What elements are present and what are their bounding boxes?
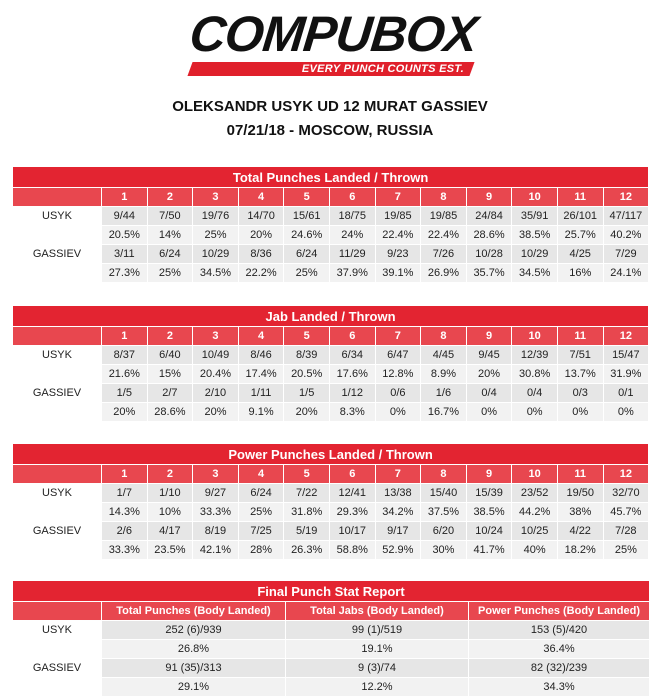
compubox-logo — [187, 6, 480, 89]
count-cell: 19/85 — [375, 207, 421, 226]
count-cell: 0/6 — [375, 384, 421, 403]
fighter-name: USYK — [13, 484, 102, 503]
round-header: 2 — [147, 188, 193, 207]
count-cell: 91 (35)/313 — [102, 659, 286, 678]
count-cell: 4/45 — [421, 346, 467, 365]
percent-cell: 33.3% — [102, 541, 148, 560]
round-header: 3 — [193, 188, 239, 207]
round-header: 9 — [466, 465, 512, 484]
count-cell: 7/22 — [284, 484, 330, 503]
count-cell: 19/85 — [421, 207, 467, 226]
percent-cell: 25% — [147, 264, 193, 283]
count-cell: 15/39 — [466, 484, 512, 503]
logo-wordmark: COMPUBOX — [187, 6, 480, 62]
percent-cell: 31.9% — [603, 365, 649, 384]
percent-cell: 40.2% — [603, 226, 649, 245]
percent-cell: 40% — [512, 541, 558, 560]
round-header: 2 — [147, 465, 193, 484]
fighter-name: GASSIEV — [13, 245, 102, 264]
round-header: 1 — [102, 327, 148, 346]
count-cell: 4/22 — [557, 522, 603, 541]
count-cell: 7/29 — [603, 245, 649, 264]
percent-cell: 0% — [512, 403, 558, 422]
count-cell: 1/11 — [238, 384, 284, 403]
percent-cell: 37.5% — [421, 503, 467, 522]
count-cell: 2/6 — [102, 522, 148, 541]
count-cell: 10/29 — [193, 245, 239, 264]
percent-cell: 10% — [147, 503, 193, 522]
count-cell: 8/37 — [102, 346, 148, 365]
count-cell: 15/47 — [603, 346, 649, 365]
count-cell: 9 (3)/74 — [286, 659, 469, 678]
column-header: Total Punches (Body Landed) — [102, 602, 286, 621]
count-cell: 2/10 — [193, 384, 239, 403]
count-cell: 23/52 — [512, 484, 558, 503]
percent-cell: 20% — [466, 365, 512, 384]
name-spacer — [13, 226, 102, 245]
count-cell: 6/40 — [147, 346, 193, 365]
percent-cell: 20% — [238, 226, 284, 245]
percent-cell: 29.3% — [329, 503, 375, 522]
name-spacer — [13, 264, 102, 283]
round-header: 5 — [284, 188, 330, 207]
round-header: 3 — [193, 327, 239, 346]
count-cell: 12/39 — [512, 346, 558, 365]
table-title: Final Punch Stat Report — [13, 581, 650, 602]
round-header-row — [13, 465, 649, 484]
fighter-name: USYK — [13, 621, 102, 640]
round-header: 11 — [557, 465, 603, 484]
count-cell: 99 (1)/519 — [286, 621, 469, 640]
count-cell: 9/45 — [466, 346, 512, 365]
count-cell: 252 (6)/939 — [102, 621, 286, 640]
table-title: Jab Landed / Thrown — [13, 306, 649, 327]
percent-cell: 35.7% — [466, 264, 512, 283]
percent-cell: 28.6% — [147, 403, 193, 422]
percent-cell: 22.4% — [421, 226, 467, 245]
percent-cell: 24.6% — [284, 226, 330, 245]
percent-cell: 8.3% — [329, 403, 375, 422]
round-header: 6 — [329, 327, 375, 346]
round-header: 8 — [421, 188, 467, 207]
count-cell: 10/25 — [512, 522, 558, 541]
count-cell: 4/17 — [147, 522, 193, 541]
percent-cell: 20% — [102, 403, 148, 422]
count-cell: 8/19 — [193, 522, 239, 541]
count-cell: 1/5 — [284, 384, 330, 403]
percent-cell: 42.1% — [193, 541, 239, 560]
count-cell: 9/27 — [193, 484, 239, 503]
logo-tagline: EVERY PUNCH COUNTS EST. 1985 — [301, 63, 464, 89]
count-cell: 47/117 — [603, 207, 649, 226]
count-cell: 19/50 — [557, 484, 603, 503]
round-header: 8 — [421, 327, 467, 346]
round-header: 6 — [329, 188, 375, 207]
table-title: Power Punches Landed / Thrown — [13, 444, 649, 465]
name-spacer — [13, 640, 102, 659]
percent-cell: 26.8% — [102, 640, 286, 659]
header-blank-cell — [13, 602, 102, 621]
name-spacer — [13, 503, 102, 522]
name-spacer — [13, 678, 102, 697]
count-cell: 14/70 — [238, 207, 284, 226]
percent-cell: 13.7% — [557, 365, 603, 384]
round-header-row — [13, 327, 649, 346]
count-cell: 4/25 — [557, 245, 603, 264]
percent-cell: 34.5% — [193, 264, 239, 283]
percent-cell: 16% — [557, 264, 603, 283]
count-cell: 1/12 — [329, 384, 375, 403]
fighter-percent-row — [13, 640, 650, 659]
percent-cell: 8.9% — [421, 365, 467, 384]
percent-cell: 20% — [193, 403, 239, 422]
fighter-name: USYK — [13, 207, 102, 226]
fighter-count-row — [13, 522, 649, 541]
count-cell: 12/41 — [329, 484, 375, 503]
percent-cell: 25% — [603, 541, 649, 560]
count-cell: 7/50 — [147, 207, 193, 226]
count-cell: 6/47 — [375, 346, 421, 365]
round-header: 7 — [375, 327, 421, 346]
percent-cell: 30.8% — [512, 365, 558, 384]
percent-cell: 15% — [147, 365, 193, 384]
fighter-count-row — [13, 346, 649, 365]
percent-cell: 20% — [284, 403, 330, 422]
fighter-count-row — [13, 621, 650, 640]
fighter-count-row — [13, 384, 649, 403]
round-header: 10 — [512, 188, 558, 207]
count-cell: 9/44 — [102, 207, 148, 226]
percent-cell: 28% — [238, 541, 284, 560]
count-cell: 32/70 — [603, 484, 649, 503]
jab-table — [12, 305, 649, 422]
count-cell: 15/40 — [421, 484, 467, 503]
percent-cell: 45.7% — [603, 503, 649, 522]
count-cell: 10/17 — [329, 522, 375, 541]
name-spacer — [13, 541, 102, 560]
count-cell: 8/39 — [284, 346, 330, 365]
fighter-percent-row — [13, 226, 649, 245]
percent-cell: 20.5% — [284, 365, 330, 384]
fighter-name: USYK — [13, 346, 102, 365]
percent-cell: 34.2% — [375, 503, 421, 522]
count-cell: 7/25 — [238, 522, 284, 541]
percent-cell: 41.7% — [466, 541, 512, 560]
percent-cell: 37.9% — [329, 264, 375, 283]
percent-cell: 34.3% — [469, 678, 650, 697]
round-header: 4 — [238, 327, 284, 346]
power-punches-table — [12, 443, 649, 560]
percent-cell: 17.6% — [329, 365, 375, 384]
round-header: 4 — [238, 465, 284, 484]
count-cell: 9/17 — [375, 522, 421, 541]
percent-cell: 18.2% — [557, 541, 603, 560]
percent-cell: 0% — [466, 403, 512, 422]
percent-cell: 58.8% — [329, 541, 375, 560]
count-cell: 35/91 — [512, 207, 558, 226]
round-header: 11 — [557, 188, 603, 207]
round-header-row — [13, 188, 649, 207]
count-cell: 7/51 — [557, 346, 603, 365]
percent-cell: 12.2% — [286, 678, 469, 697]
percent-cell: 34.5% — [512, 264, 558, 283]
percent-cell: 30% — [421, 541, 467, 560]
header-blank-cell — [13, 327, 102, 346]
percent-cell: 27.3% — [102, 264, 148, 283]
percent-cell: 24% — [329, 226, 375, 245]
round-header: 12 — [603, 465, 649, 484]
percent-cell: 38% — [557, 503, 603, 522]
round-header: 9 — [466, 327, 512, 346]
round-header: 12 — [603, 188, 649, 207]
count-cell: 6/24 — [284, 245, 330, 264]
round-header: 10 — [512, 465, 558, 484]
count-cell: 2/7 — [147, 384, 193, 403]
fighter-count-row — [13, 484, 649, 503]
count-cell: 9/23 — [375, 245, 421, 264]
count-cell: 8/36 — [238, 245, 284, 264]
fighter-name: GASSIEV — [13, 384, 102, 403]
count-cell: 7/26 — [421, 245, 467, 264]
count-cell: 5/19 — [284, 522, 330, 541]
round-header: 7 — [375, 465, 421, 484]
count-cell: 6/24 — [147, 245, 193, 264]
percent-cell: 36.4% — [469, 640, 650, 659]
fighter-count-row — [13, 245, 649, 264]
fighter-percent-row — [13, 403, 649, 422]
percent-cell: 25% — [193, 226, 239, 245]
count-cell: 11/29 — [329, 245, 375, 264]
fighter-percent-row — [13, 365, 649, 384]
percent-cell: 29.1% — [102, 678, 286, 697]
round-header: 5 — [284, 327, 330, 346]
column-header-row — [13, 602, 650, 621]
percent-cell: 20.4% — [193, 365, 239, 384]
round-header: 3 — [193, 465, 239, 484]
table-title-row — [13, 306, 649, 327]
round-header: 7 — [375, 188, 421, 207]
fighter-count-row — [13, 207, 649, 226]
round-header: 10 — [512, 327, 558, 346]
count-cell: 15/61 — [284, 207, 330, 226]
count-cell: 0/4 — [466, 384, 512, 403]
percent-cell: 26.9% — [421, 264, 467, 283]
percent-cell: 38.5% — [512, 226, 558, 245]
fighter-percent-row — [13, 678, 650, 697]
table-title-row — [13, 581, 650, 602]
percent-cell: 33.3% — [193, 503, 239, 522]
percent-cell: 19.1% — [286, 640, 469, 659]
count-cell: 3/11 — [102, 245, 148, 264]
fighter-count-row — [13, 659, 650, 678]
percent-cell: 12.8% — [375, 365, 421, 384]
count-cell: 82 (32)/239 — [469, 659, 650, 678]
round-header: 6 — [329, 465, 375, 484]
count-cell: 10/24 — [466, 522, 512, 541]
percent-cell: 23.5% — [147, 541, 193, 560]
count-cell: 10/49 — [193, 346, 239, 365]
round-header: 8 — [421, 465, 467, 484]
count-cell: 0/3 — [557, 384, 603, 403]
count-cell: 8/46 — [238, 346, 284, 365]
count-cell: 19/76 — [193, 207, 239, 226]
table-title: Total Punches Landed / Thrown — [13, 167, 649, 188]
percent-cell: 0% — [557, 403, 603, 422]
percent-cell: 25% — [284, 264, 330, 283]
count-cell: 1/10 — [147, 484, 193, 503]
round-header: 4 — [238, 188, 284, 207]
percent-cell: 25.7% — [557, 226, 603, 245]
percent-cell: 16.7% — [421, 403, 467, 422]
percent-cell: 52.9% — [375, 541, 421, 560]
count-cell: 18/75 — [329, 207, 375, 226]
count-cell: 10/28 — [466, 245, 512, 264]
percent-cell: 0% — [375, 403, 421, 422]
table-title-row — [13, 444, 649, 465]
round-header: 2 — [147, 327, 193, 346]
count-cell: 1/7 — [102, 484, 148, 503]
percent-cell: 26.3% — [284, 541, 330, 560]
count-cell: 153 (5)/420 — [469, 621, 650, 640]
percent-cell: 28.6% — [466, 226, 512, 245]
round-header: 5 — [284, 465, 330, 484]
count-cell: 7/28 — [603, 522, 649, 541]
fight-result-title: OLEKSANDR USYK UD 12 MURAT GASSIEV — [172, 98, 488, 115]
percent-cell: 44.2% — [512, 503, 558, 522]
count-cell: 0/4 — [512, 384, 558, 403]
percent-cell: 14.3% — [102, 503, 148, 522]
percent-cell: 24.1% — [603, 264, 649, 283]
count-cell: 6/34 — [329, 346, 375, 365]
round-header: 1 — [102, 188, 148, 207]
count-cell: 24/84 — [466, 207, 512, 226]
final-punch-stat-table — [12, 580, 650, 697]
fighter-percent-row — [13, 264, 649, 283]
percent-cell: 21.6% — [102, 365, 148, 384]
fighter-percent-row — [13, 503, 649, 522]
header-blank-cell — [13, 465, 102, 484]
round-header: 11 — [557, 327, 603, 346]
count-cell: 1/5 — [102, 384, 148, 403]
percent-cell: 9.1% — [238, 403, 284, 422]
percent-cell: 38.5% — [466, 503, 512, 522]
name-spacer — [13, 403, 102, 422]
percent-cell: 22.2% — [238, 264, 284, 283]
round-header: 9 — [466, 188, 512, 207]
percent-cell: 31.8% — [284, 503, 330, 522]
count-cell: 26/101 — [557, 207, 603, 226]
header-blank-cell — [13, 188, 102, 207]
round-header: 12 — [603, 327, 649, 346]
column-header: Total Jabs (Body Landed) — [286, 602, 469, 621]
column-header: Power Punches (Body Landed) — [469, 602, 650, 621]
percent-cell: 39.1% — [375, 264, 421, 283]
name-spacer — [13, 365, 102, 384]
percent-cell: 17.4% — [238, 365, 284, 384]
count-cell: 1/6 — [421, 384, 467, 403]
fighter-name: GASSIEV — [13, 522, 102, 541]
percent-cell: 22.4% — [375, 226, 421, 245]
percent-cell: 20.5% — [102, 226, 148, 245]
count-cell: 0/1 — [603, 384, 649, 403]
count-cell: 6/20 — [421, 522, 467, 541]
count-cell: 10/29 — [512, 245, 558, 264]
table-title-row — [13, 167, 649, 188]
fighter-percent-row — [13, 541, 649, 560]
percent-cell: 0% — [603, 403, 649, 422]
count-cell: 13/38 — [375, 484, 421, 503]
count-cell: 6/24 — [238, 484, 284, 503]
fighter-name: GASSIEV — [13, 659, 102, 678]
fight-date-location: 07/21/18 - MOSCOW, RUSSIA — [226, 122, 434, 139]
total-punches-table — [12, 166, 649, 283]
percent-cell: 14% — [147, 226, 193, 245]
round-header: 1 — [102, 465, 148, 484]
percent-cell: 25% — [238, 503, 284, 522]
